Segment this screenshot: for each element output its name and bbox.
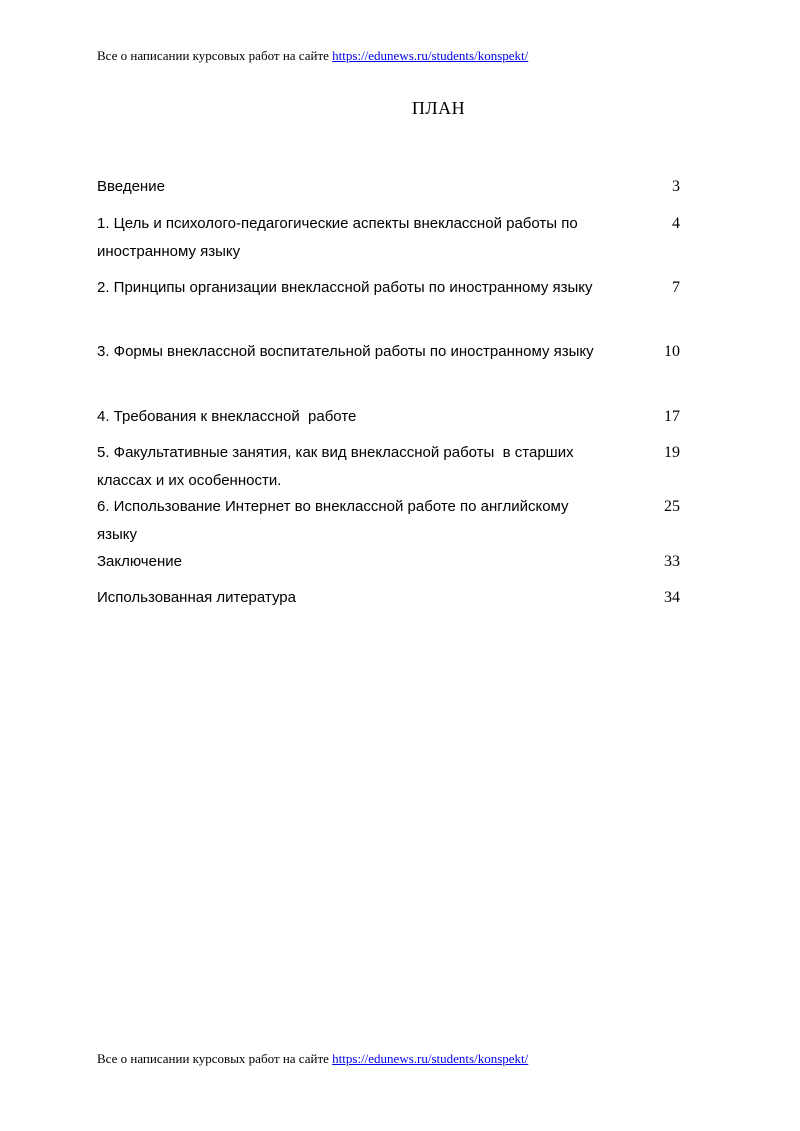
toc-entry-text: Заключение [97, 553, 182, 570]
toc-entry-page: 19 [664, 444, 680, 461]
toc-entry-text: 6. Использование Интернет во внеклассной работе по английскому языку [97, 498, 573, 543]
toc-entry-text: 2. Принципы организации внеклассной работы по иностранному языку [97, 279, 593, 296]
toc-entry-page: 17 [664, 408, 680, 425]
toc-entry-page: 10 [664, 343, 680, 360]
page-footer [97, 1051, 528, 1067]
toc-entry-text: 3. Формы внеклассной воспитательной работы по иностранному языку [97, 343, 594, 360]
toc-entry-page: 34 [664, 589, 680, 606]
toc-entry-text: 4. Требования к внеклассной работе [97, 408, 357, 425]
footer-text: Все о написании курсовых работ на сайте [97, 1051, 333, 1066]
toc-entry-page: 7 [672, 279, 680, 296]
footer-link[interactable]: https://edunews.ru/students/konspekt/ [332, 1051, 529, 1066]
toc-entry-page: 3 [672, 178, 680, 195]
toc-entry-page: 33 [664, 553, 680, 570]
toc-entry-text: Введение [97, 178, 165, 195]
toc-entry-page: 25 [664, 498, 680, 515]
page-title: ПЛАН [411, 98, 466, 118]
toc-entry-text: 1. Цель и психолого-педагогические аспекты внеклассной работы по иностранному языку [97, 215, 582, 260]
toc-entry-text: Использованная литература [97, 589, 296, 606]
toc-entry-page: 4 [672, 215, 680, 232]
toc-entry-text: 5. Факультативные занятия, как вид внеклассной работы в старших классах и их особенности. [97, 444, 578, 489]
page-header [97, 48, 528, 64]
header-text: Все о написании курсовых работ на сайте [97, 48, 333, 63]
header-link[interactable]: https://edunews.ru/students/konspekt/ [332, 48, 529, 63]
